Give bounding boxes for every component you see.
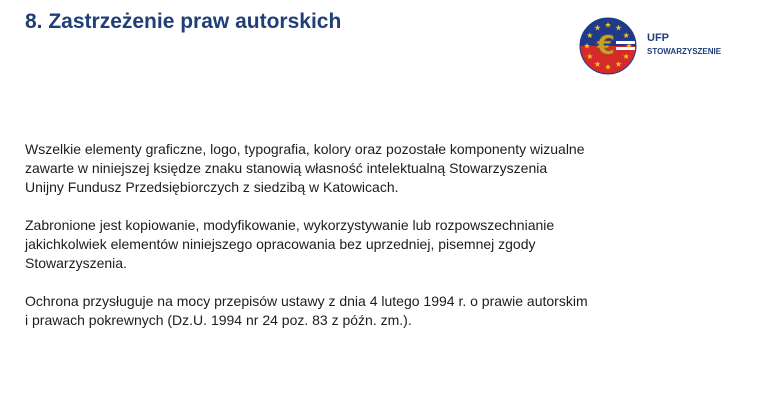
text-line: Unijny Fundusz Przedsiębiorczych z siedzibą w Katowicach. [25,179,399,195]
text-line: zawarte w niniejszej księdze znaku stanowią własność intelektualną Stowarzyszenia [25,160,548,176]
copyright-notice [25,140,705,349]
text-line: Ochrona przysługuje na mocy przepisów ustawy z dnia 4 lutego 1994 r. o prawie autorskim [25,293,588,309]
logo-subtitle: STOWARZYSZENIE [647,47,722,56]
text-line: jakichkolwiek elementów niniejszego opracowania bez uprzedniej, pisemnej zgody [25,236,536,252]
paragraph-legal-basis [25,292,705,330]
paragraph-prohibition [25,216,705,273]
eu-stars-euro-emblem-icon [579,17,637,75]
logo-name: UFP [647,32,669,44]
text-line: Stowarzyszenia. [25,255,127,271]
text-line: i prawach pokrewnych (Dz.U. 1994 nr 24 poz. 83 z późn. zm.). [25,312,412,328]
ufp-logo [579,17,749,75]
paragraph-ownership [25,140,705,197]
euro-symbol: € [596,31,616,61]
page-title: 8. Zastrzeżenie praw autorskich [25,10,342,33]
text-line: Wszelkie elementy graficzne, logo, typografia, kolory oraz pozostałe komponenty wizualne [25,141,585,157]
text-line: Zabronione jest kopiowanie, modyfikowanie, wykorzystywanie lub rozpowszechnianie [25,217,555,233]
